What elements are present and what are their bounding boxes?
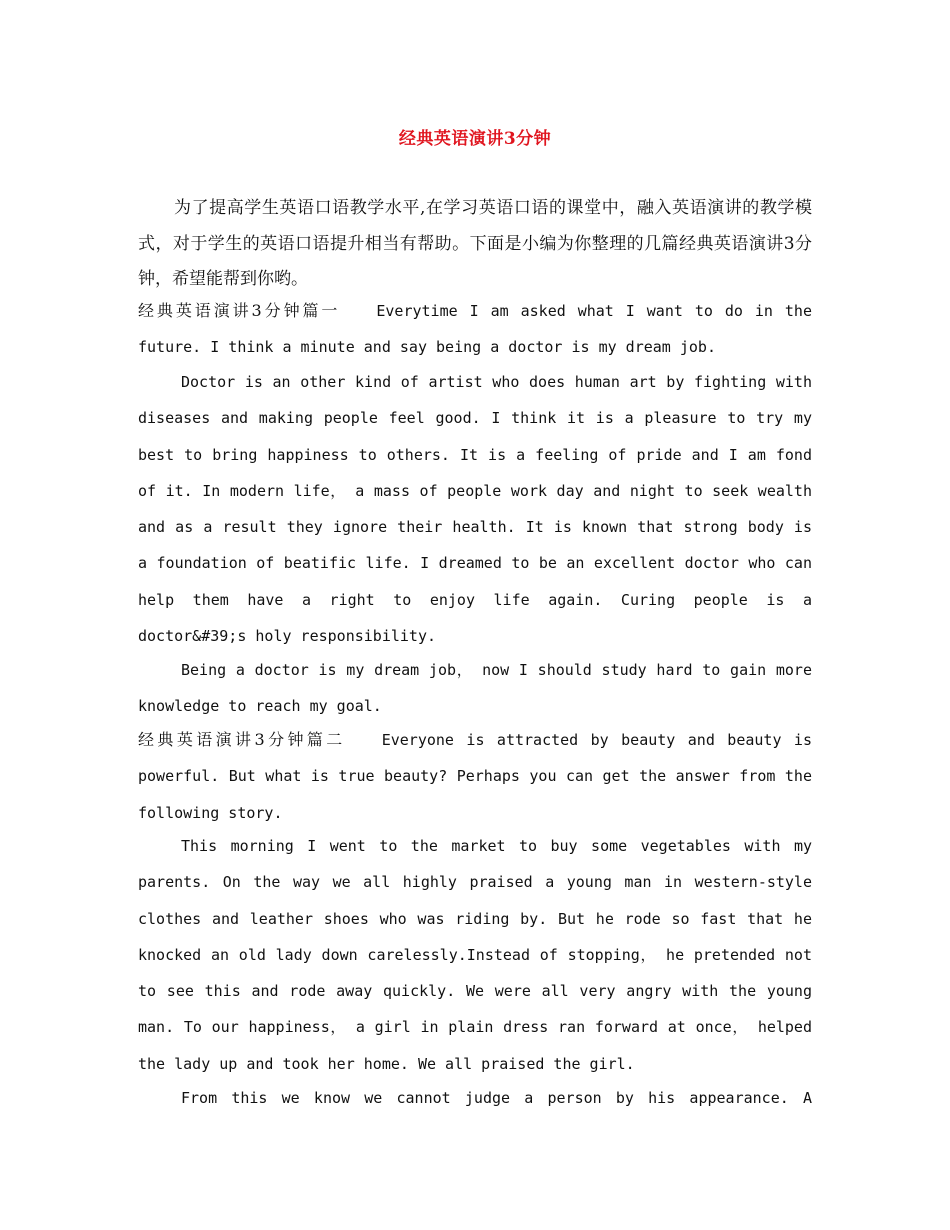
- section1-lead-text: Everytime I am asked what I want to do in the future. I think a minute and say being a doctor is my dream job.: [138, 302, 812, 357]
- document-title: 经典英语演讲3分钟: [398, 129, 552, 149]
- section1-paragraph-2: Doctor is an other kind of artist who does human art by fighting with diseases and making people feel good. I think it is a pleasure to try my best to bring happiness to others. It is a feeling of pride and I am fond of it. In modern life， a mass of people work day and night to seek wealth and as a result they ignore their health. It is known that strong body is a foundation of beatific life. I dreamed to be an excellent doctor who can help them have a right to enjoy life again. Curing people is a doctor&#39;s holy responsibility.: [138, 373, 812, 646]
- section2-lead-text: Everyone is attracted by beauty and beauty is powerful. But what is true beauty? Perhaps you can get the answer from the following story.: [138, 731, 812, 822]
- section1-paragraph-3: Being a doctor is my dream job， now I should study hard to gain more knowledge to reach my goal.: [138, 661, 812, 716]
- intro-paragraph: 为了提高学生英语口语教学水平,在学习英语口语的课堂中，融入英语演讲的教学模式，对于学生的英语口语提升相当有帮助。下面是小编为你整理的几篇经典英语演讲3分钟，希望能帮到你哟。: [138, 198, 812, 289]
- section2-heading: 经典英语演讲3分钟篇二: [138, 730, 346, 749]
- section1-heading: 经典英语演讲3分钟篇一: [138, 301, 341, 320]
- section1-lead-paragraph: [138, 293, 812, 366]
- section2-lead-paragraph: [138, 722, 812, 831]
- section2-paragraph-3: From this we know we cannot judge a person by his appearance. A: [181, 1089, 812, 1107]
- section2-paragraph-2: This morning I went to the market to buy some vegetables with my parents. On the way we all highly praised a young man in western-style clothes and leather shoes who was riding by. But he rode so fast that he knocked an old lady down carelessly.Instead of stopping， he pretended not to see this and rode away quickly. We were all very angry with the young man. To our happiness， a girl in plain dress ran forward at once， helped the lady up and took her home. We all praised the girl.: [138, 837, 812, 1073]
